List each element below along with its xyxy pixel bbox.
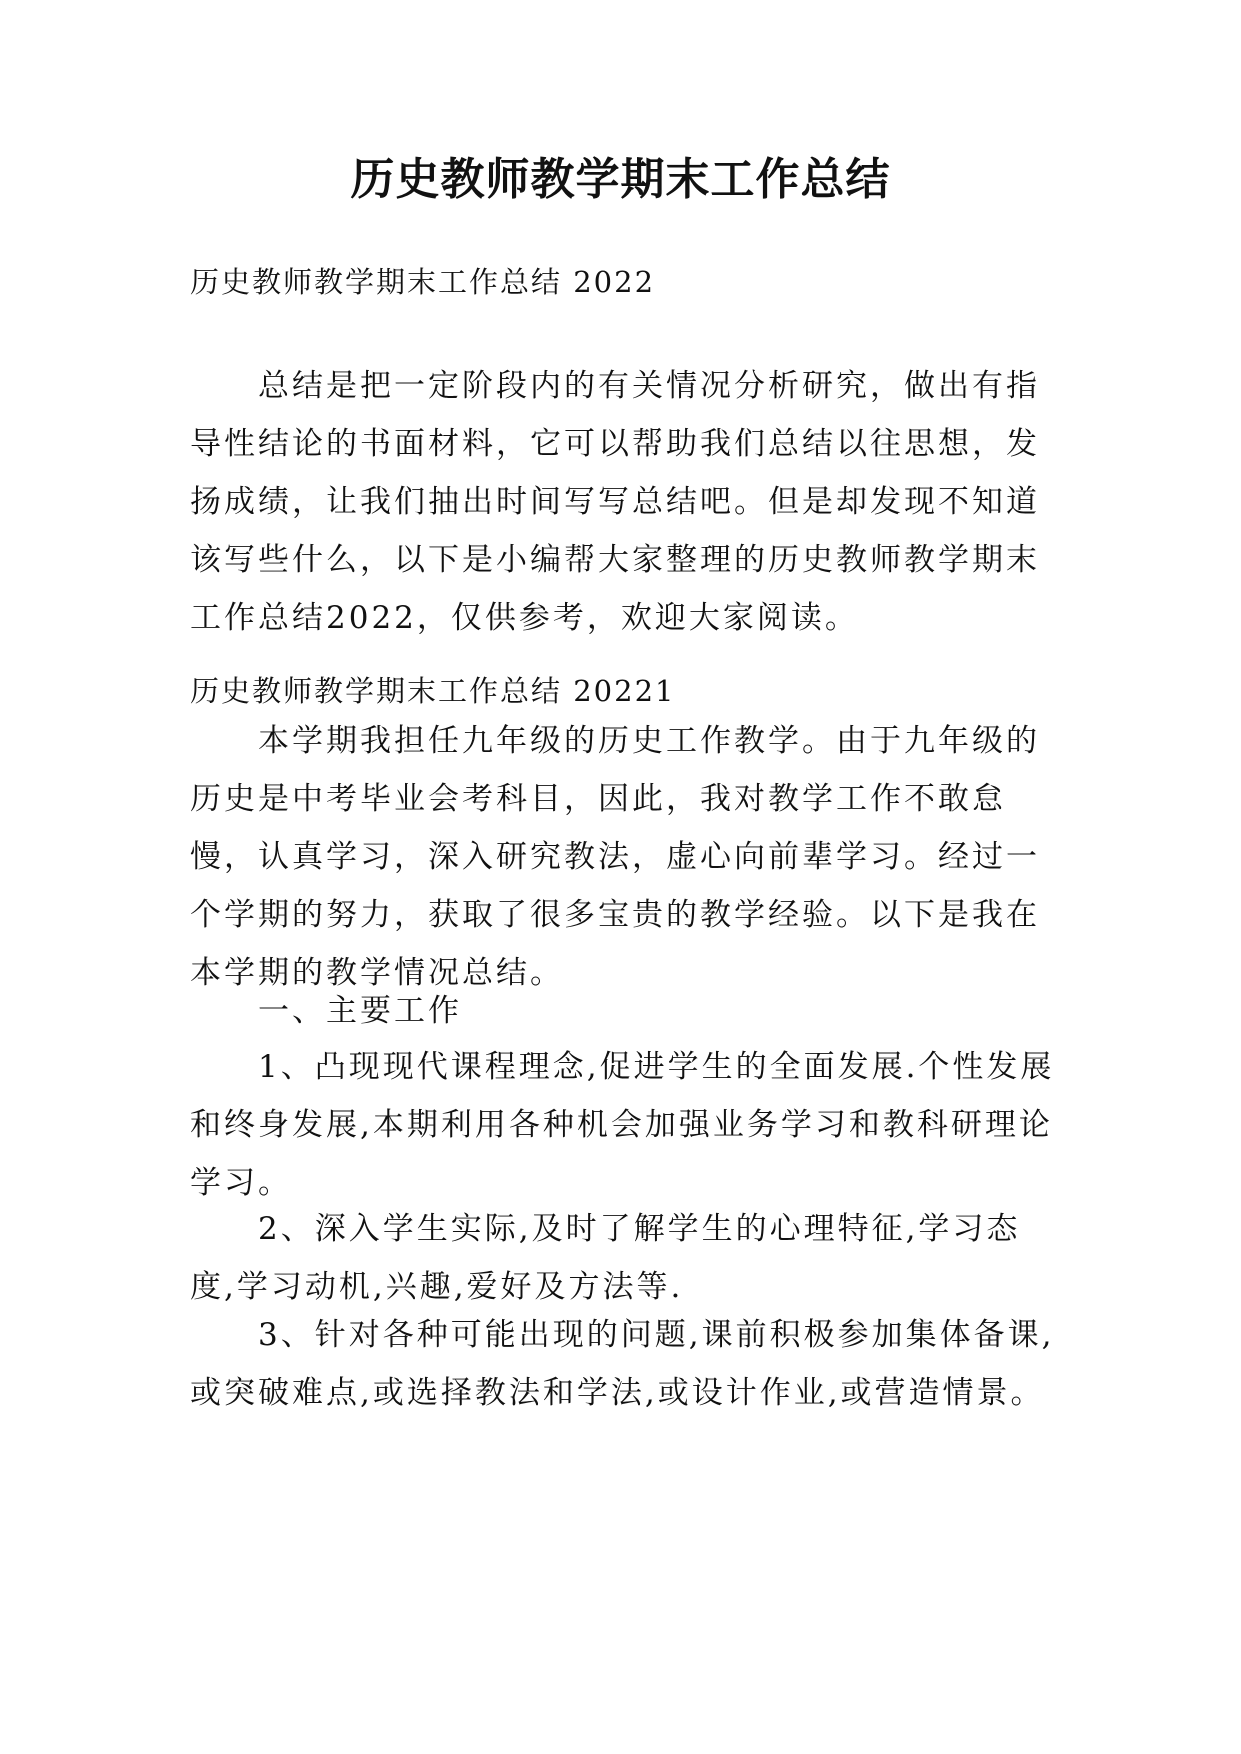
document-title: 历史教师教学期末工作总结 [350, 154, 891, 205]
subtitle-20221: 历史教师教学期末工作总结 20221 [190, 674, 676, 708]
list-item-3: 3、针对各种可能出现的问题,课前积极参加集体备课,或突破难点,或选择教法和学法,或设计作业,或营造情景。 [190, 1317, 1055, 1411]
subtitle-2022: 历史教师教学期末工作总结 2022 [190, 265, 656, 299]
list-item-2: 2、深入学生实际,及时了解学生的心理特征,学习态度,学习动机,兴趣,爱好及方法等. [190, 1211, 1021, 1305]
section-heading-main-work: 一、主要工作 [258, 993, 462, 1029]
intro-paragraph: 总结是把一定阶段内的有关情况分析研究，做出有指导性结论的书面材料，它可以帮助我们总结以往思想，发扬成绩，让我们抽出时间写写总结吧。但是却发现不知道该写些什么，以下是小编帮大家整理的历史教师教学期末工作总结2022，仅供参考，欢迎大家阅读。 [190, 368, 1040, 636]
list-item-1: 1、凸现现代课程理念,促进学生的全面发展.个性发展和终身发展,本期利用各种机会加强业务学习和教科研理论学习。 [190, 1049, 1055, 1201]
body-paragraph-1: 本学期我担任九年级的历史工作教学。由于九年级的历史是中考毕业会考科目，因此，我对教学工作不敢怠慢，认真学习，深入研究教法，虚心向前辈学习。经过一个学期的努力，获取了很多宝贵的教学经验。以下是我在本学期的教学情况总结。 [190, 723, 1040, 991]
